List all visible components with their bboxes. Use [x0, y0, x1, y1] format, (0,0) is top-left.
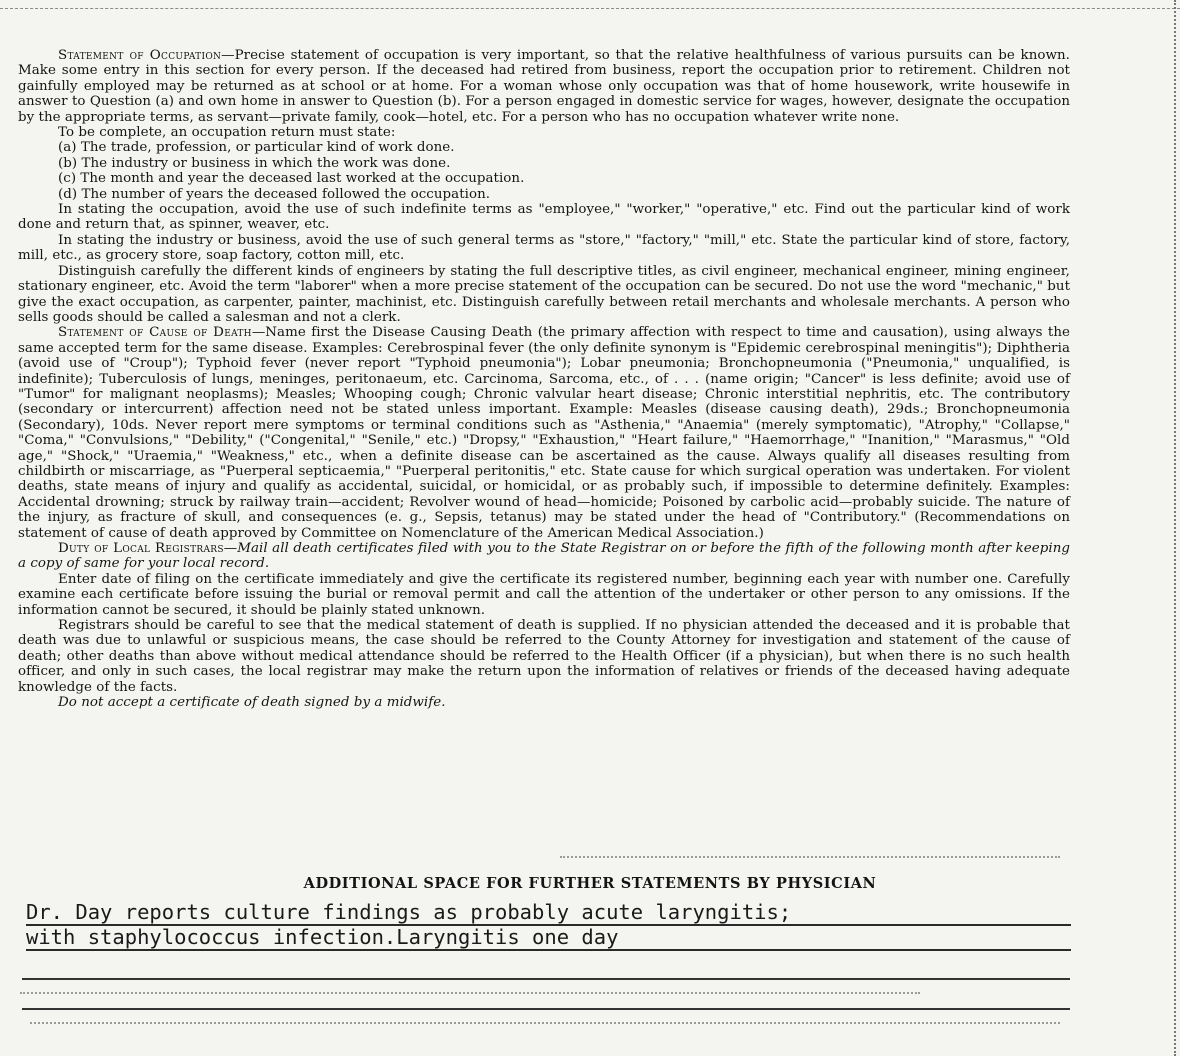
blank-line-3: [22, 978, 1070, 980]
para-filing: Enter date of filing on the certificate immediately and give the certificate its registered number, beginning each year with number one. Carefully examine each certificate before issuing the burial or removal permit and call the attention of the undertaker or other person to any omissions. If the information cannot be secured, it should be plainly stated unknown.: [18, 571, 1070, 618]
section-title: ADDITIONAL SPACE FOR FURTHER STATEMENTS BY PHYSICIAN: [303, 875, 877, 892]
list-item-a: (a) The trade, profession, or particular kind of work done.: [58, 140, 455, 156]
scan-noise: [30, 1022, 1060, 1024]
typed-line-2: with staphylococcus infection.Laryngitis one day: [26, 925, 1071, 951]
heading-occupation: Statement of Occupation: [58, 48, 222, 63]
heading-cause-of-death: Statement of Cause of Death: [58, 325, 252, 341]
scan-noise: [20, 992, 920, 994]
top-border-line: [0, 8, 1180, 9]
para-indefinite-terms: In stating the occupation, avoid the use of such indefinite terms as "employee," "worker," "operative," etc. Find out the particular kind of work done and return that, as spinner, weaver, etc.: [18, 202, 1070, 233]
scan-noise: [560, 856, 1060, 858]
para-complete: To be complete, an occupation return must state:: [58, 125, 396, 141]
instructions-text: [18, 48, 1070, 710]
right-border-line: [1174, 0, 1176, 1056]
para-occupation: Statement of Occupation—Precise statement of occupation is very important, so that the relative healthfulness of various pursuits can be known. Make some entry in this section for every person. If the deceased had retired from business, report the occupation prior to retirement. Children not gainfully employed may be returned as at school or at home. For a woman whose only occupation was that of home housework, write housewife in answer to Question (a) and own home in answer to Question (b). For a person engaged in domestic service for wages, however, designate the occupation by the appropriate terms, as servant—private family, cook—hotel, etc. For a person who has no occupation whatever write none.: [18, 48, 1070, 125]
para-midwife: Do not accept a certificate of death signed by a midwife.: [58, 695, 446, 711]
list-item-d: (d) The number of years the deceased followed the occupation.: [58, 186, 491, 202]
para-industry: In stating the industry or business, avoid the use of such general terms as "store," "factory," "mill," etc. State the particular kind of store, factory, mill, etc., as grocery store, soap factory, cotton mill, etc.: [18, 232, 1070, 264]
para-cause-of-death: Statement of Cause of Death—Name first the Disease Causing Death (the primary affection with respect to time and causation), using always the same accepted term for the same disease. Examples: Cerebrospinal fever (the only definite synonym is "Epidemic cerebrospinal meningitis"); Diphtheria (avoid use of "Croup"); Typhoid fever (never report "Typhoid pneumonia"); Lobar pneumonia; Bronchopneumonia ("Pneumonia," unqualified, is indefinite); Tuberculosis of lungs, meninges, peritonaeum, etc. Carcinoma, Sarcoma, etc., of . . . (name origin; "Cancer" is less definite; avoid use of "Tumor" for malignant neoplasms); Measles; Whooping cough; Chronic valvular heart disease; Chronic interstitial nephritis, etc. The contributory (secondary or intercurrent) affection need not be stated unless important. Example: Measles (disease causing death), 29ds.; Bronchopneumonia (Secondary), 10ds. Never report mere symptoms or terminal conditions such as "Asthenia," "Anaemia" (merely symptomatic), "Atrophy," "Collapse," "Coma," "Convulsions," "Debility," ("Congenital," "Senile," etc.) "Dropsy," "Exhaustion," "Heart failure," "Haemorrhage," "Inanition," "Marasmus," "Old age," "Shock," "Uraemia," "Weakness," etc., when a definite disease can be ascertained as the cause. Always qualify all diseases resulting from childbirth or miscarriage, as "Puerperal septicaemia," "Puerperal peritonitis," etc. State cause for which surgical operation was undertaken. For violent deaths, state means of injury and qualify as accidental, suicidal, or homicidal, or as probably such, if impossible to determine definitely. Examples: Accidental drowning; struck by railway train—accident; Revolver wound of head—homicide; Poisoned by carbolic acid—probably suicide. The nature of the injury, as fracture of skull, and consequences (e. g., Sepsis, tetanus) may be stated under the head of "Contributory." (Recommendations on statement of cause of death approved by Committee on Nomenclature of the American Medical Association.): [18, 325, 1070, 541]
para-medical-statement: Registrars should be careful to see that the medical statement of death is supplied. If no physician attended the deceased and it is probable that death was due to unlawful or suspicious means, the case should be referred to the County Attorney for investigation and statement of the cause of death; other deaths than above without medical attendance should be referred to the Health Officer (if a physician), but when there is no such health officer, and only in such cases, the local registrar may make the return upon the information of relatives or friends of the deceased having adequate knowledge of the facts.: [18, 618, 1070, 695]
list-item-b: (b) The industry or business in which the work was done.: [58, 155, 451, 171]
typed-line-1: Dr. Day reports culture findings as probably acute laryngitis;: [26, 900, 1071, 926]
para-engineers: Distinguish carefully the different kinds of engineers by stating the full descriptive titles, as civil engineer, mechanical engineer, mining engineer, stationary engineer, etc. Avoid the term "laborer" when a more precise statement of the occupation can be secured. Do not use the word "mechanic," but give the exact occupation, as carpenter, painter, machinist, etc. Distinguish carefully between retail merchants and wholesale merchants. A person who sells goods should be called a salesman and not a clerk.: [18, 263, 1070, 325]
para-duty-registrars: Duty of Local Registrars—Mail all death certificates filed with you to the State Registrar on or before the fifth of the following month after keeping a copy of same for your local record.: [18, 541, 1070, 572]
list-item-c: (c) The month and year the deceased last worked at the occupation.: [58, 171, 525, 187]
heading-duty-registrars: Duty of Local Registrars: [58, 541, 224, 556]
blank-line-4: [22, 1008, 1070, 1010]
